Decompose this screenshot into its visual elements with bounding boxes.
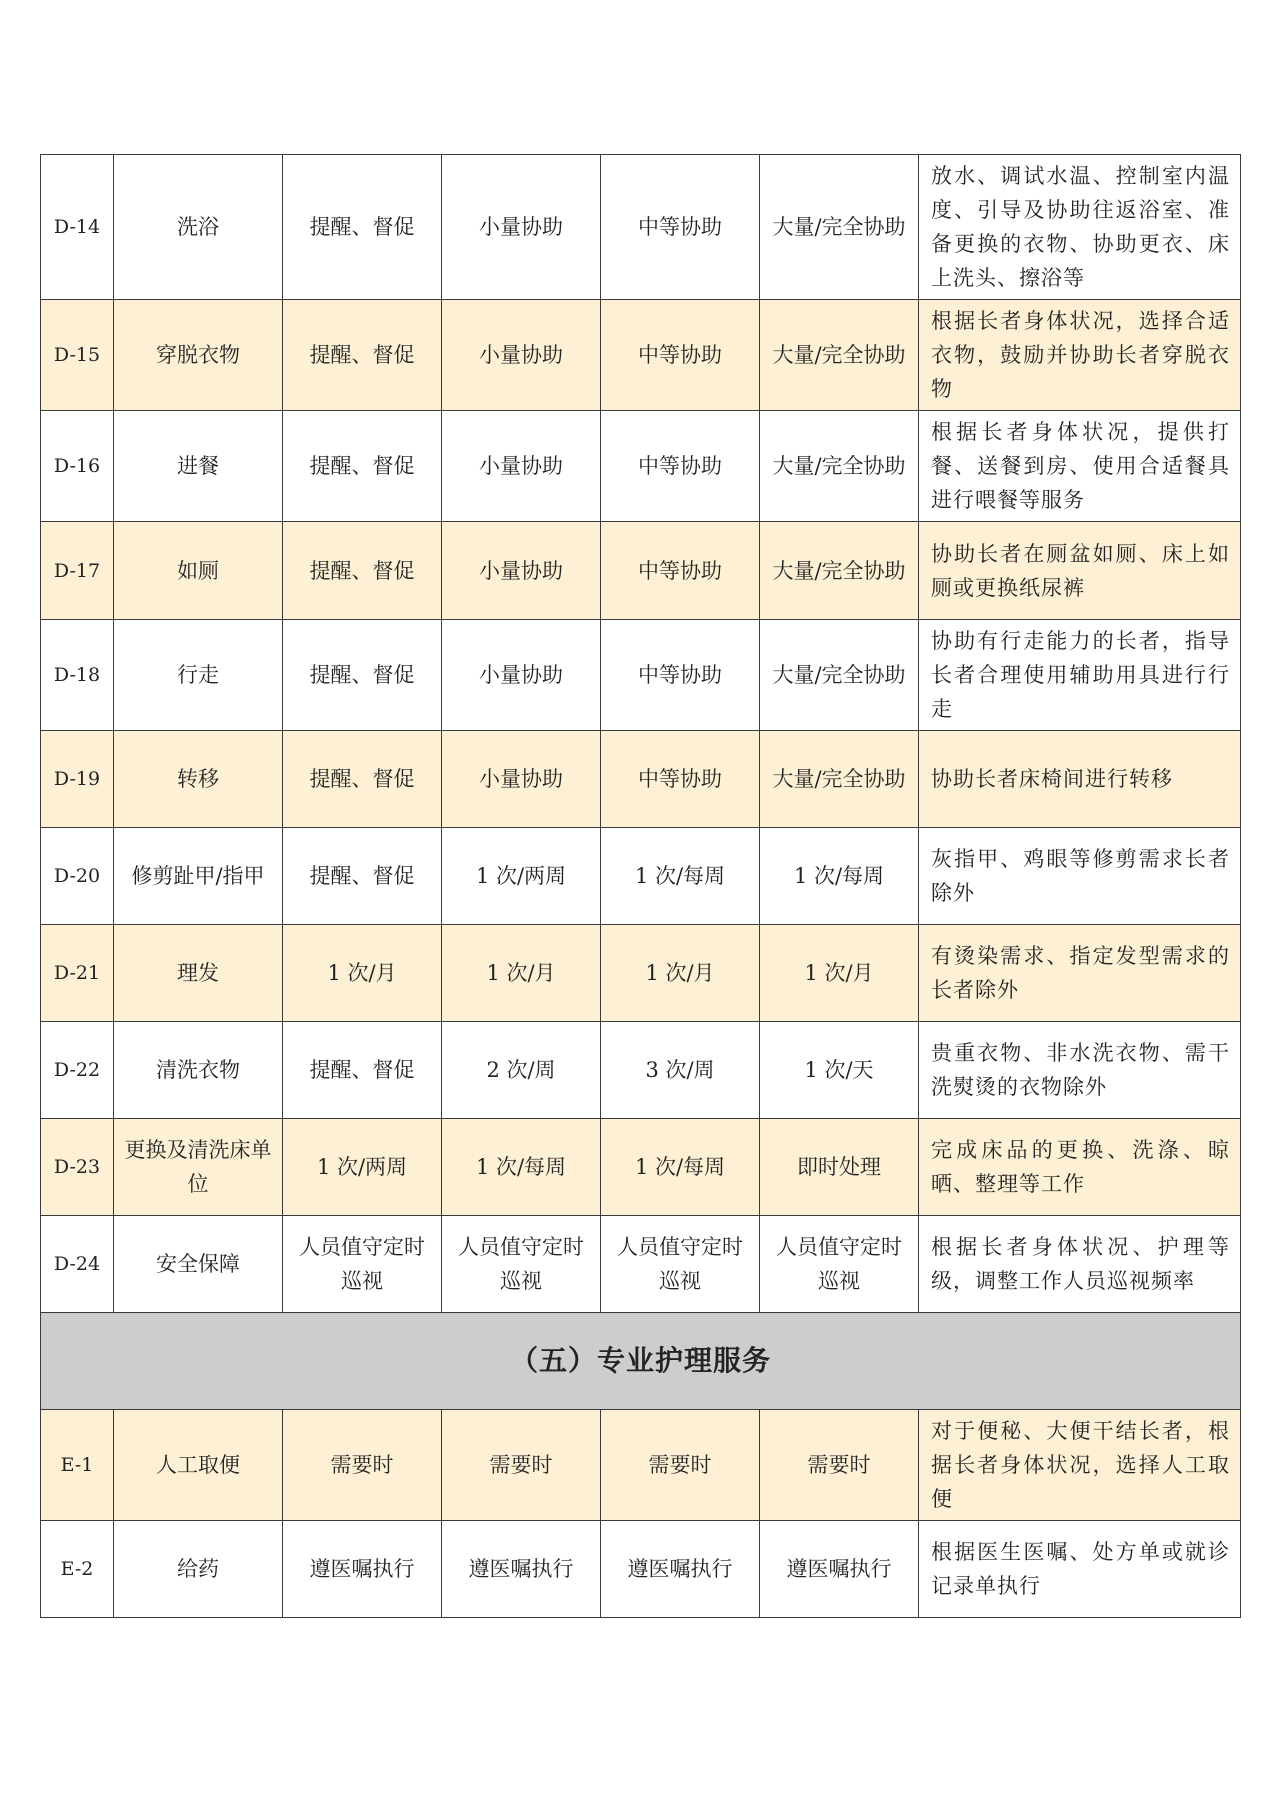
item-code: D-23 [41,1119,114,1216]
level-1-value: 1 次/两周 [283,1119,442,1216]
level-4-value: 人员值守定时巡视 [760,1216,919,1313]
service-note: 灰指甲、鸡眼等修剪需求长者除外 [919,828,1241,925]
level-3-value: 1 次/每周 [601,828,760,925]
level-1-value: 人员值守定时巡视 [283,1216,442,1313]
level-4-value: 大量/完全协助 [760,620,919,731]
table-row [41,1119,1241,1216]
service-note: 根据医生医嘱、处方单或就诊记录单执行 [919,1521,1241,1618]
level-2-value: 小量协助 [442,155,601,300]
level-3-value: 1 次/每周 [601,1119,760,1216]
level-1-value: 遵医嘱执行 [283,1521,442,1618]
service-note: 根据长者身体状况、护理等级，调整工作人员巡视频率 [919,1216,1241,1313]
level-2-value: 小量协助 [442,411,601,522]
level-2-value: 小量协助 [442,300,601,411]
service-note: 放水、调试水温、控制室内温度、引导及协助往返浴室、准备更换的衣物、协助更衣、床上洗头、擦浴等 [919,155,1241,300]
item-name: 给药 [114,1521,283,1618]
table-row [41,828,1241,925]
level-3-value: 中等协助 [601,411,760,522]
level-1-value: 1 次/月 [283,925,442,1022]
item-name: 清洗衣物 [114,1022,283,1119]
table-row [41,522,1241,620]
item-code: D-16 [41,411,114,522]
item-code: D-18 [41,620,114,731]
item-name: 进餐 [114,411,283,522]
level-3-value: 中等协助 [601,155,760,300]
item-name: 人工取便 [114,1410,283,1521]
level-3-value: 1 次/月 [601,925,760,1022]
table-row [41,731,1241,828]
table-row [41,925,1241,1022]
item-code: D-21 [41,925,114,1022]
level-3-value: 3 次/周 [601,1022,760,1119]
level-2-value: 1 次/每周 [442,1119,601,1216]
table-row [41,620,1241,731]
item-name: 洗浴 [114,155,283,300]
level-4-value: 大量/完全协助 [760,731,919,828]
level-4-value: 需要时 [760,1410,919,1521]
service-note: 贵重衣物、非水洗衣物、需干洗熨烫的衣物除外 [919,1022,1241,1119]
level-4-value: 大量/完全协助 [760,522,919,620]
service-note: 协助长者床椅间进行转移 [919,731,1241,828]
item-name: 修剪趾甲/指甲 [114,828,283,925]
item-name: 如厕 [114,522,283,620]
level-2-value: 需要时 [442,1410,601,1521]
level-3-value: 中等协助 [601,522,760,620]
item-code: D-24 [41,1216,114,1313]
level-4-value: 大量/完全协助 [760,411,919,522]
table-row [41,1216,1241,1313]
section-header-row [41,1313,1241,1410]
service-note: 对于便秘、大便干结长者，根据长者身体状况，选择人工取便 [919,1410,1241,1521]
level-1-value: 提醒、督促 [283,620,442,731]
level-3-value: 中等协助 [601,620,760,731]
level-1-value: 提醒、督促 [283,731,442,828]
item-code: D-19 [41,731,114,828]
level-2-value: 人员值守定时巡视 [442,1216,601,1313]
level-4-value: 1 次/月 [760,925,919,1022]
level-3-value: 中等协助 [601,300,760,411]
service-note: 协助有行走能力的长者，指导长者合理使用辅助用具进行行走 [919,620,1241,731]
service-note: 有烫染需求、指定发型需求的长者除外 [919,925,1241,1022]
table-row [41,1410,1241,1521]
level-1-value: 提醒、督促 [283,300,442,411]
level-4-value: 大量/完全协助 [760,155,919,300]
item-name: 更换及清洗床单位 [114,1119,283,1216]
level-3-value: 人员值守定时巡视 [601,1216,760,1313]
level-3-value: 遵医嘱执行 [601,1521,760,1618]
table-row [41,1022,1241,1119]
table-row [41,1521,1241,1618]
level-1-value: 提醒、督促 [283,411,442,522]
level-2-value: 小量协助 [442,731,601,828]
level-4-value: 即时处理 [760,1119,919,1216]
service-note: 协助长者在厕盆如厕、床上如厕或更换纸尿裤 [919,522,1241,620]
level-1-value: 需要时 [283,1410,442,1521]
item-code: D-14 [41,155,114,300]
level-2-value: 1 次/月 [442,925,601,1022]
section-title: （五）专业护理服务 [41,1313,1241,1410]
table-row [41,155,1241,300]
item-code: D-20 [41,828,114,925]
level-2-value: 2 次/周 [442,1022,601,1119]
care-service-table [40,154,1241,1618]
item-code: D-17 [41,522,114,620]
item-name: 行走 [114,620,283,731]
level-3-value: 中等协助 [601,731,760,828]
service-note: 完成床品的更换、洗涤、晾晒、整理等工作 [919,1119,1241,1216]
level-1-value: 提醒、督促 [283,828,442,925]
level-4-value: 1 次/天 [760,1022,919,1119]
item-name: 安全保障 [114,1216,283,1313]
level-4-value: 1 次/每周 [760,828,919,925]
level-4-value: 遵医嘱执行 [760,1521,919,1618]
table-row [41,411,1241,522]
level-2-value: 1 次/两周 [442,828,601,925]
level-1-value: 提醒、督促 [283,1022,442,1119]
level-4-value: 大量/完全协助 [760,300,919,411]
level-2-value: 小量协助 [442,522,601,620]
service-note: 根据长者身体状况，选择合适衣物，鼓励并协助长者穿脱衣物 [919,300,1241,411]
item-code: E-1 [41,1410,114,1521]
level-2-value: 小量协助 [442,620,601,731]
level-1-value: 提醒、督促 [283,522,442,620]
item-code: D-15 [41,300,114,411]
table-row [41,300,1241,411]
item-name: 理发 [114,925,283,1022]
item-name: 穿脱衣物 [114,300,283,411]
service-note: 根据长者身体状况，提供打餐、送餐到房、使用合适餐具进行喂餐等服务 [919,411,1241,522]
level-2-value: 遵医嘱执行 [442,1521,601,1618]
item-code: D-22 [41,1022,114,1119]
item-code: E-2 [41,1521,114,1618]
level-3-value: 需要时 [601,1410,760,1521]
level-1-value: 提醒、督促 [283,155,442,300]
item-name: 转移 [114,731,283,828]
